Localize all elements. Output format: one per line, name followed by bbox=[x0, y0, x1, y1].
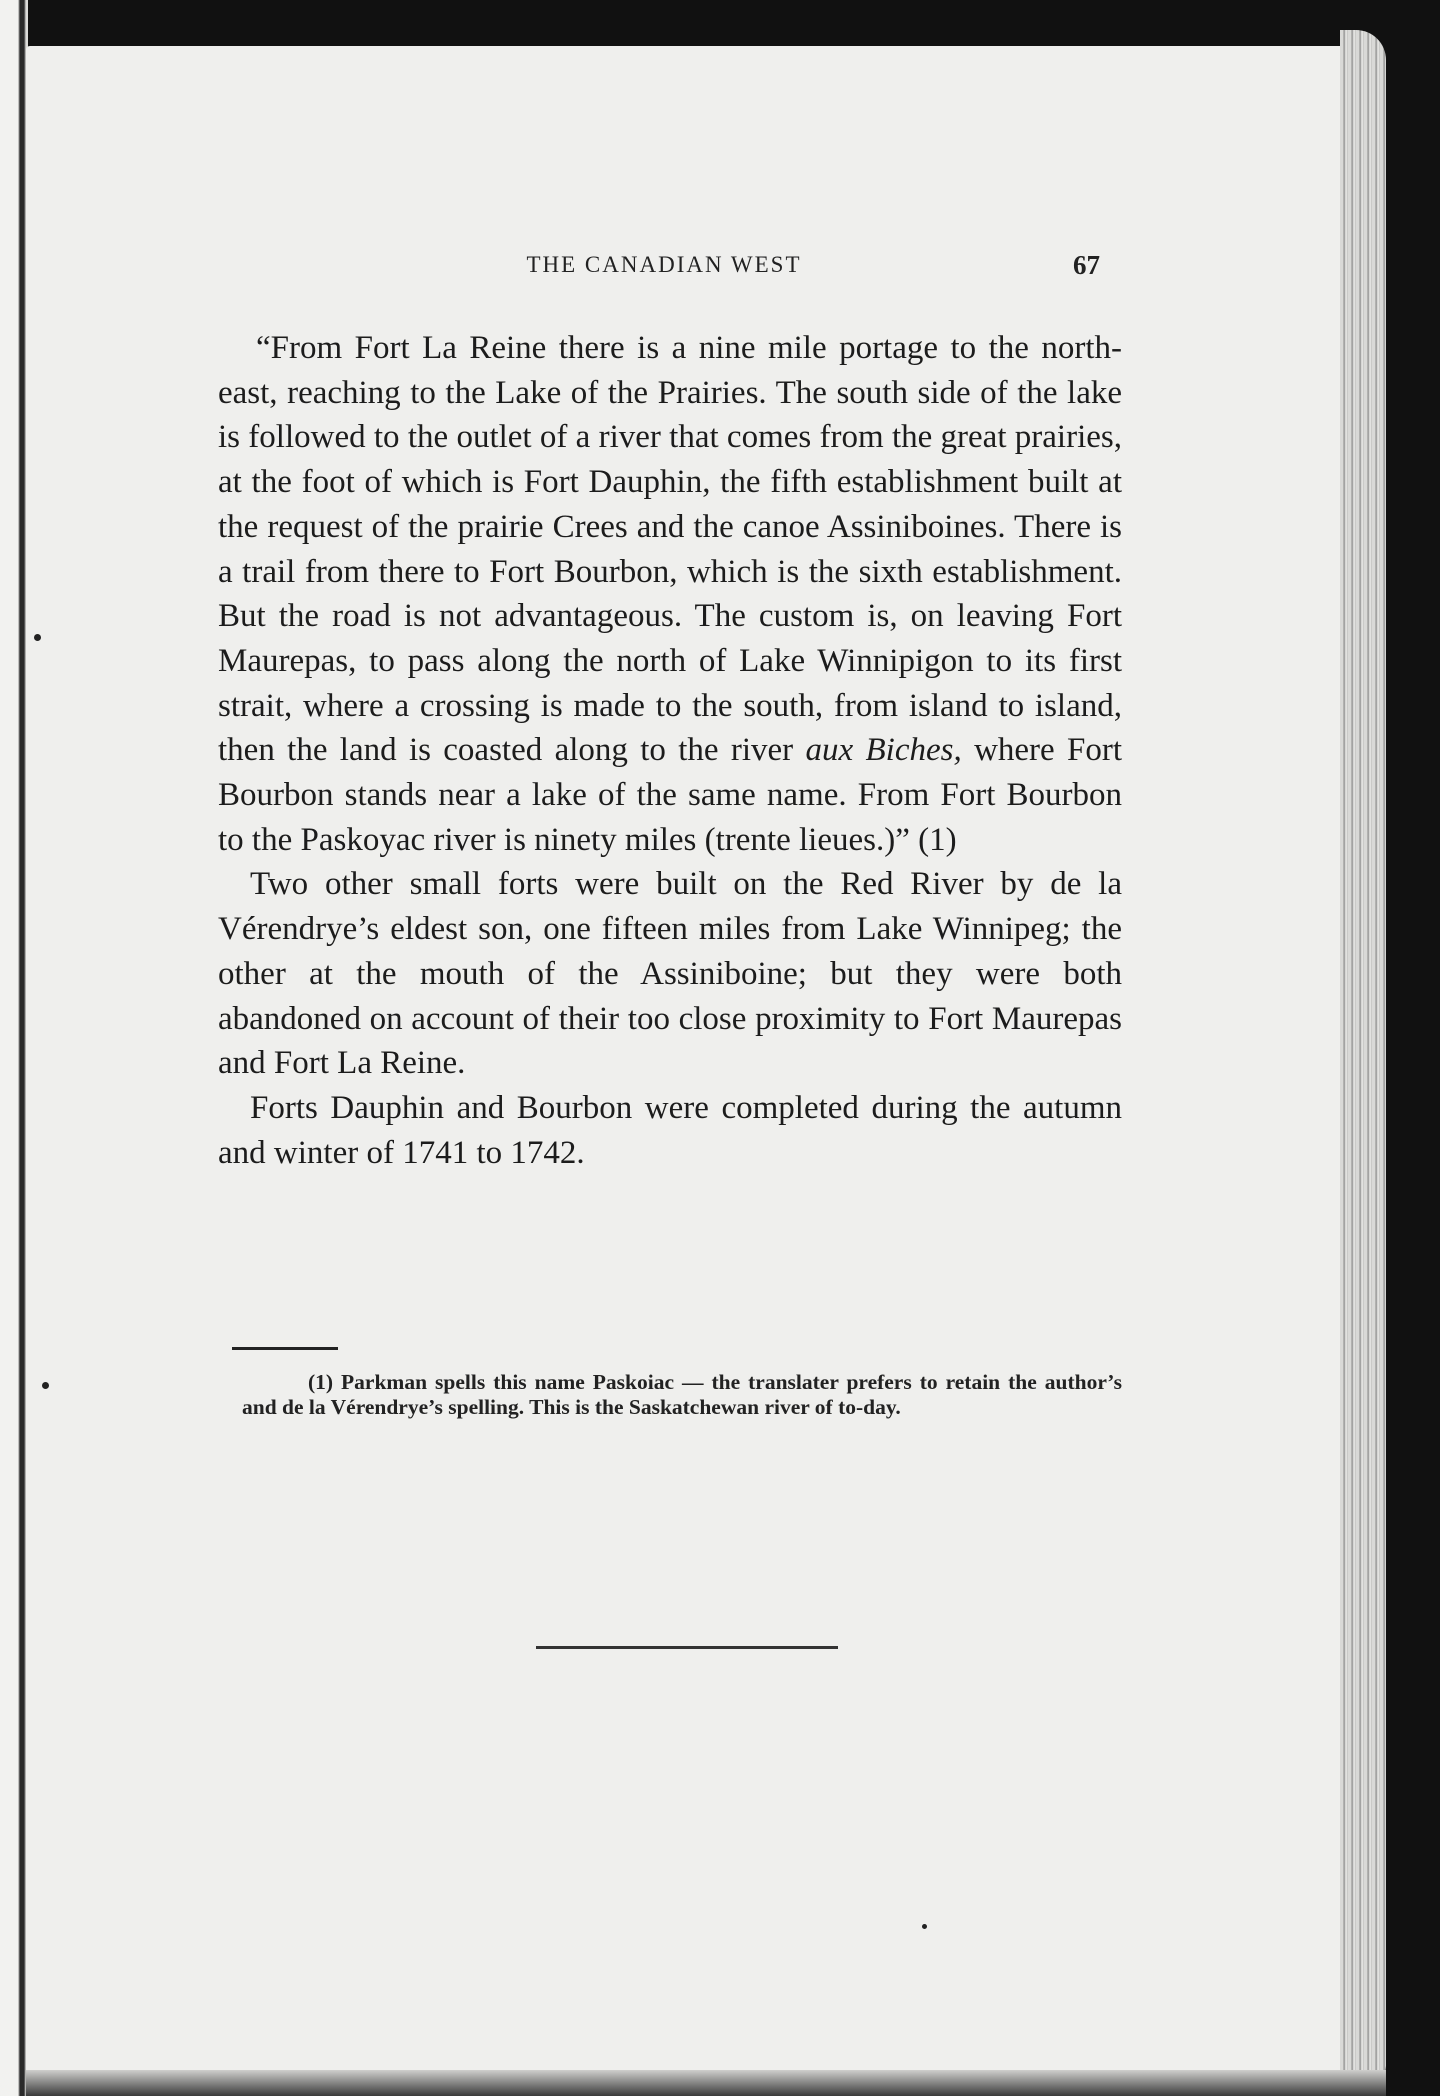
footnote bbox=[242, 1370, 1122, 1420]
speck-mark bbox=[922, 1924, 927, 1929]
footnote-rule bbox=[232, 1347, 338, 1350]
running-title: THE CANADIAN WEST bbox=[526, 252, 802, 277]
italic-phrase: aux Biches, bbox=[805, 732, 962, 769]
paragraph-quote bbox=[218, 326, 1122, 862]
page-number: 67 bbox=[1073, 250, 1100, 280]
paragraph-forts: Two other small forts were built on the Red River by de la Vérendrye’s eldest son, one fifteen miles from Lake Winnipeg; the other at the mouth of the Assiniboine; but they were both abandoned on account of their too close proximity to Fort Maurepas and Fort La Reine. bbox=[218, 866, 1122, 1082]
end-of-chapter-rule bbox=[536, 1646, 838, 1649]
margin-mark bbox=[42, 1382, 49, 1389]
body-text bbox=[218, 326, 1122, 1175]
footnote-text: (1) Parkman spells this name Paskoiac — the translater prefers to retain the author’s and de la Vérendrye’s spelling. This is the Saskatchewan river of to-day. bbox=[242, 1370, 1122, 1419]
paragraph-completion: Forts Dauphin and Bourbon were completed during the autumn and winter of 1741 to 1742. bbox=[218, 1089, 1122, 1171]
facing-page-edge bbox=[0, 0, 28, 2096]
quote-text-start: “From Fort La Reine there is a nine mile portage to the north-east, reaching to the Lake of the Prairies. The south side of the lake is followed to the outlet of a river that comes from the great prairies, at the foot of which is Fort Dauphin, the fifth establishment built at the request of the prairie Crees and the canoe Assiniboines. There is a trail from there to Fort Bourbon, which is the sixth establishment. But the road is not advantageous. The custom is, on leaving Fort Maurepas, to pass along the north of Lake Winnipigon to its first strait, where a crossing is made to the south, from island to island, then the land is coasted along to the river bbox=[218, 330, 1122, 769]
page-header bbox=[228, 252, 1100, 288]
bottom-edge-shadow bbox=[26, 2070, 1386, 2096]
page-edges bbox=[1340, 30, 1386, 2086]
quote-text-end: where Fort Bourbon stands near a lake of the same name. From Fort Bourbon to the Paskoyac river is ninety miles (trente lieues.)” (1) bbox=[218, 732, 1123, 858]
margin-mark bbox=[34, 634, 41, 641]
